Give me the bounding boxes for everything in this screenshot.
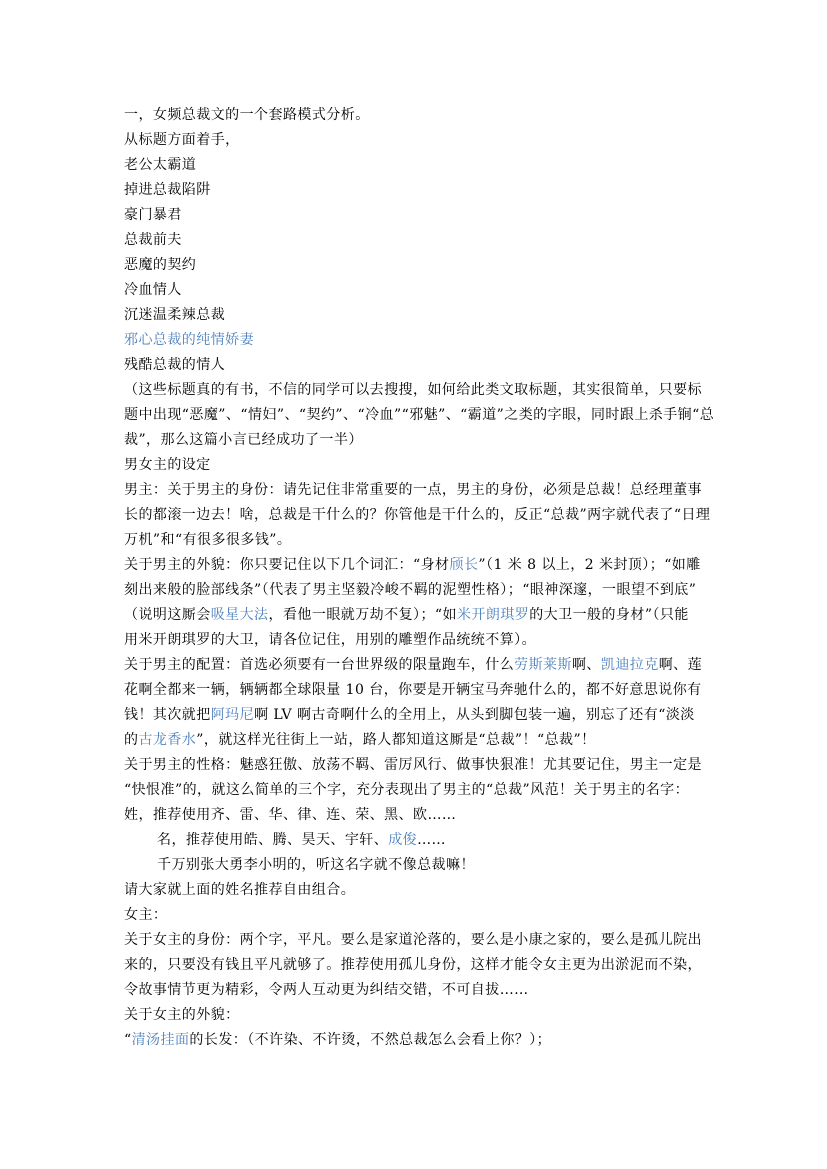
text-line: （这些标题真的有书，不信的同学可以去搜搜，如何给此类文取标题，其实很简单，只要标 [124, 382, 702, 398]
text-line [124, 828, 764, 853]
text-segment: 关于男主的外貌：你只要记住以下几个词汇：“身材 [124, 557, 450, 573]
section-heading: 男女主的设定 [124, 457, 211, 473]
title-example: 残酷总裁的情人 [124, 357, 226, 373]
title-example-line [124, 328, 764, 353]
text-segment: 钱！其次就把 [124, 707, 211, 723]
text-line [124, 553, 764, 578]
hyperlink[interactable]: 古龙香水 [138, 732, 197, 748]
hyperlink[interactable]: 阿玛尼 [210, 707, 255, 723]
hyperlink[interactable]: 劳斯莱斯 [514, 657, 572, 673]
hyperlink[interactable]: 清汤挂面 [131, 1032, 190, 1048]
text-line: 万机”和“有很多很多钱”。 [124, 532, 292, 548]
text-segment: “ [124, 1032, 132, 1048]
title-example: 沉迷温柔辣总裁 [124, 307, 226, 323]
text-segment: 的长发：（不许染、不许烫，不然总裁怎么会看上你？）； [189, 1032, 552, 1048]
text-line: 用米开朗琪罗的大卫，请各位记住，用别的雕塑作品统统不算）。 [124, 632, 537, 648]
text-segment: …… [417, 832, 447, 848]
text-line: 花啊全都来一辆，辆辆都全球限量 10 台，你要是开辆宝马奔驰什么的，都不好意思说你有 [124, 682, 702, 698]
hyperlink[interactable]: 吸星大法 [210, 607, 269, 623]
text-line [124, 703, 764, 728]
text-segment: 的大卫一般的身材”（只能 [529, 607, 689, 623]
hyperlink[interactable]: 颀长 [449, 557, 479, 573]
text-line: 姓，推荐使用齐、雷、华、律、连、荣、黑、欧…… [124, 807, 457, 823]
text-line: 千万别张大勇李小明的，听这名字就不像总裁嘛！ [157, 857, 475, 873]
text-line: 裁”，那么这篇小言已经成功了一半） [124, 432, 363, 448]
section-heading: 女主： [124, 907, 168, 923]
text-line: “快恨准”的，就这么简单的三个字，充分表现出了男主的“总裁”风范！关于男主的名字： [124, 782, 690, 798]
text-line: 长的都滚一边去！啥，总裁是干什么的？你管他是干什么的，反正“总裁”两字就代表了“日理 [124, 507, 711, 523]
title-example: 掉进总裁陷阱 [124, 182, 211, 198]
text-line: 题中出现“恶魔”、“情妇”、“契约”、“冷血”“邪魅”、“霸道”之类的字眼，同时跟上杀手锏“总 [124, 407, 715, 423]
text-line: 从标题方面着手， [124, 132, 240, 148]
text-line [124, 728, 764, 753]
text-segment: 的 [124, 732, 139, 748]
title-example: 总裁前夫 [124, 232, 182, 248]
text-segment: ”，就这样光往街上一站，路人都知道这厮是“总裁”！“总裁”！ [196, 732, 596, 748]
text-segment: 关于男主的配置：首选必须要有一台世界级的限量跑车，什么 [124, 657, 515, 673]
text-line: 请大家就上面的姓名推荐自由组合。 [124, 882, 356, 898]
hyperlink[interactable]: 成俊 [388, 832, 418, 848]
title-example: 恶魔的契约 [124, 257, 197, 273]
text-line [124, 603, 764, 628]
text-segment: 啊 LV 啊古奇啊什么的全用上，从头到脚包装一遍，别忘了还有“淡淡 [254, 707, 695, 723]
text-line: 令故事情节更为精彩，令两人互动更为纠结交错，不可自拔…… [124, 982, 529, 998]
text-segment: 名，推荐使用皓、腾、昊天、宇轩、 [157, 832, 389, 848]
hyperlink[interactable]: 凯迪拉克 [600, 657, 659, 673]
text-line: 男主：关于男主的身份：请先记住非常重要的一点，男主的身份，必须是总裁！总经理董事 [124, 482, 702, 498]
title-example: 冷血情人 [124, 282, 182, 298]
text-segment: ，看他一眼就万劫不复）；“如 [268, 607, 457, 623]
text-segment: （说明这厮会 [124, 607, 211, 623]
text-line: 来的，只要没有钱且平凡就够了。推荐使用孤儿身份，这样才能令女主更为出淤泥而不染， [124, 957, 702, 973]
text-line [124, 1028, 764, 1053]
hyperlink[interactable]: 邪心总裁的纯情娇妻 [124, 332, 255, 348]
text-line: 关于女主的身份：两个字，平凡。要么是家道沦落的，要么是小康之家的，要么是孤儿院出 [124, 932, 702, 948]
text-line: 关于女主的外貌： [124, 1007, 240, 1023]
title-example: 老公太霸道 [124, 157, 197, 173]
text-segment: 啊、莲 [658, 657, 703, 673]
text-segment: ”（1 米 8 以上，2 米封顶）；“如雕 [478, 557, 701, 573]
text-segment: 啊、 [571, 657, 601, 673]
text-line [124, 653, 764, 678]
title-example: 豪门暴君 [124, 207, 182, 223]
text-line: 刻出来般的脸部线条”（代表了男主坚毅冷峻不羁的泥塑性格）；“眼神深邃，一眼望不到底” [124, 582, 697, 598]
document-body [124, 103, 764, 1053]
text-line: 关于男主的性格：魅惑狂傲、放荡不羁、雷厉风行、做事快狠准！尤其要记住，男主一定是 [124, 757, 702, 773]
heading-line: 一，女频总裁文的一个套路模式分析。 [124, 107, 370, 123]
hyperlink[interactable]: 米开朗琪罗 [456, 607, 530, 623]
